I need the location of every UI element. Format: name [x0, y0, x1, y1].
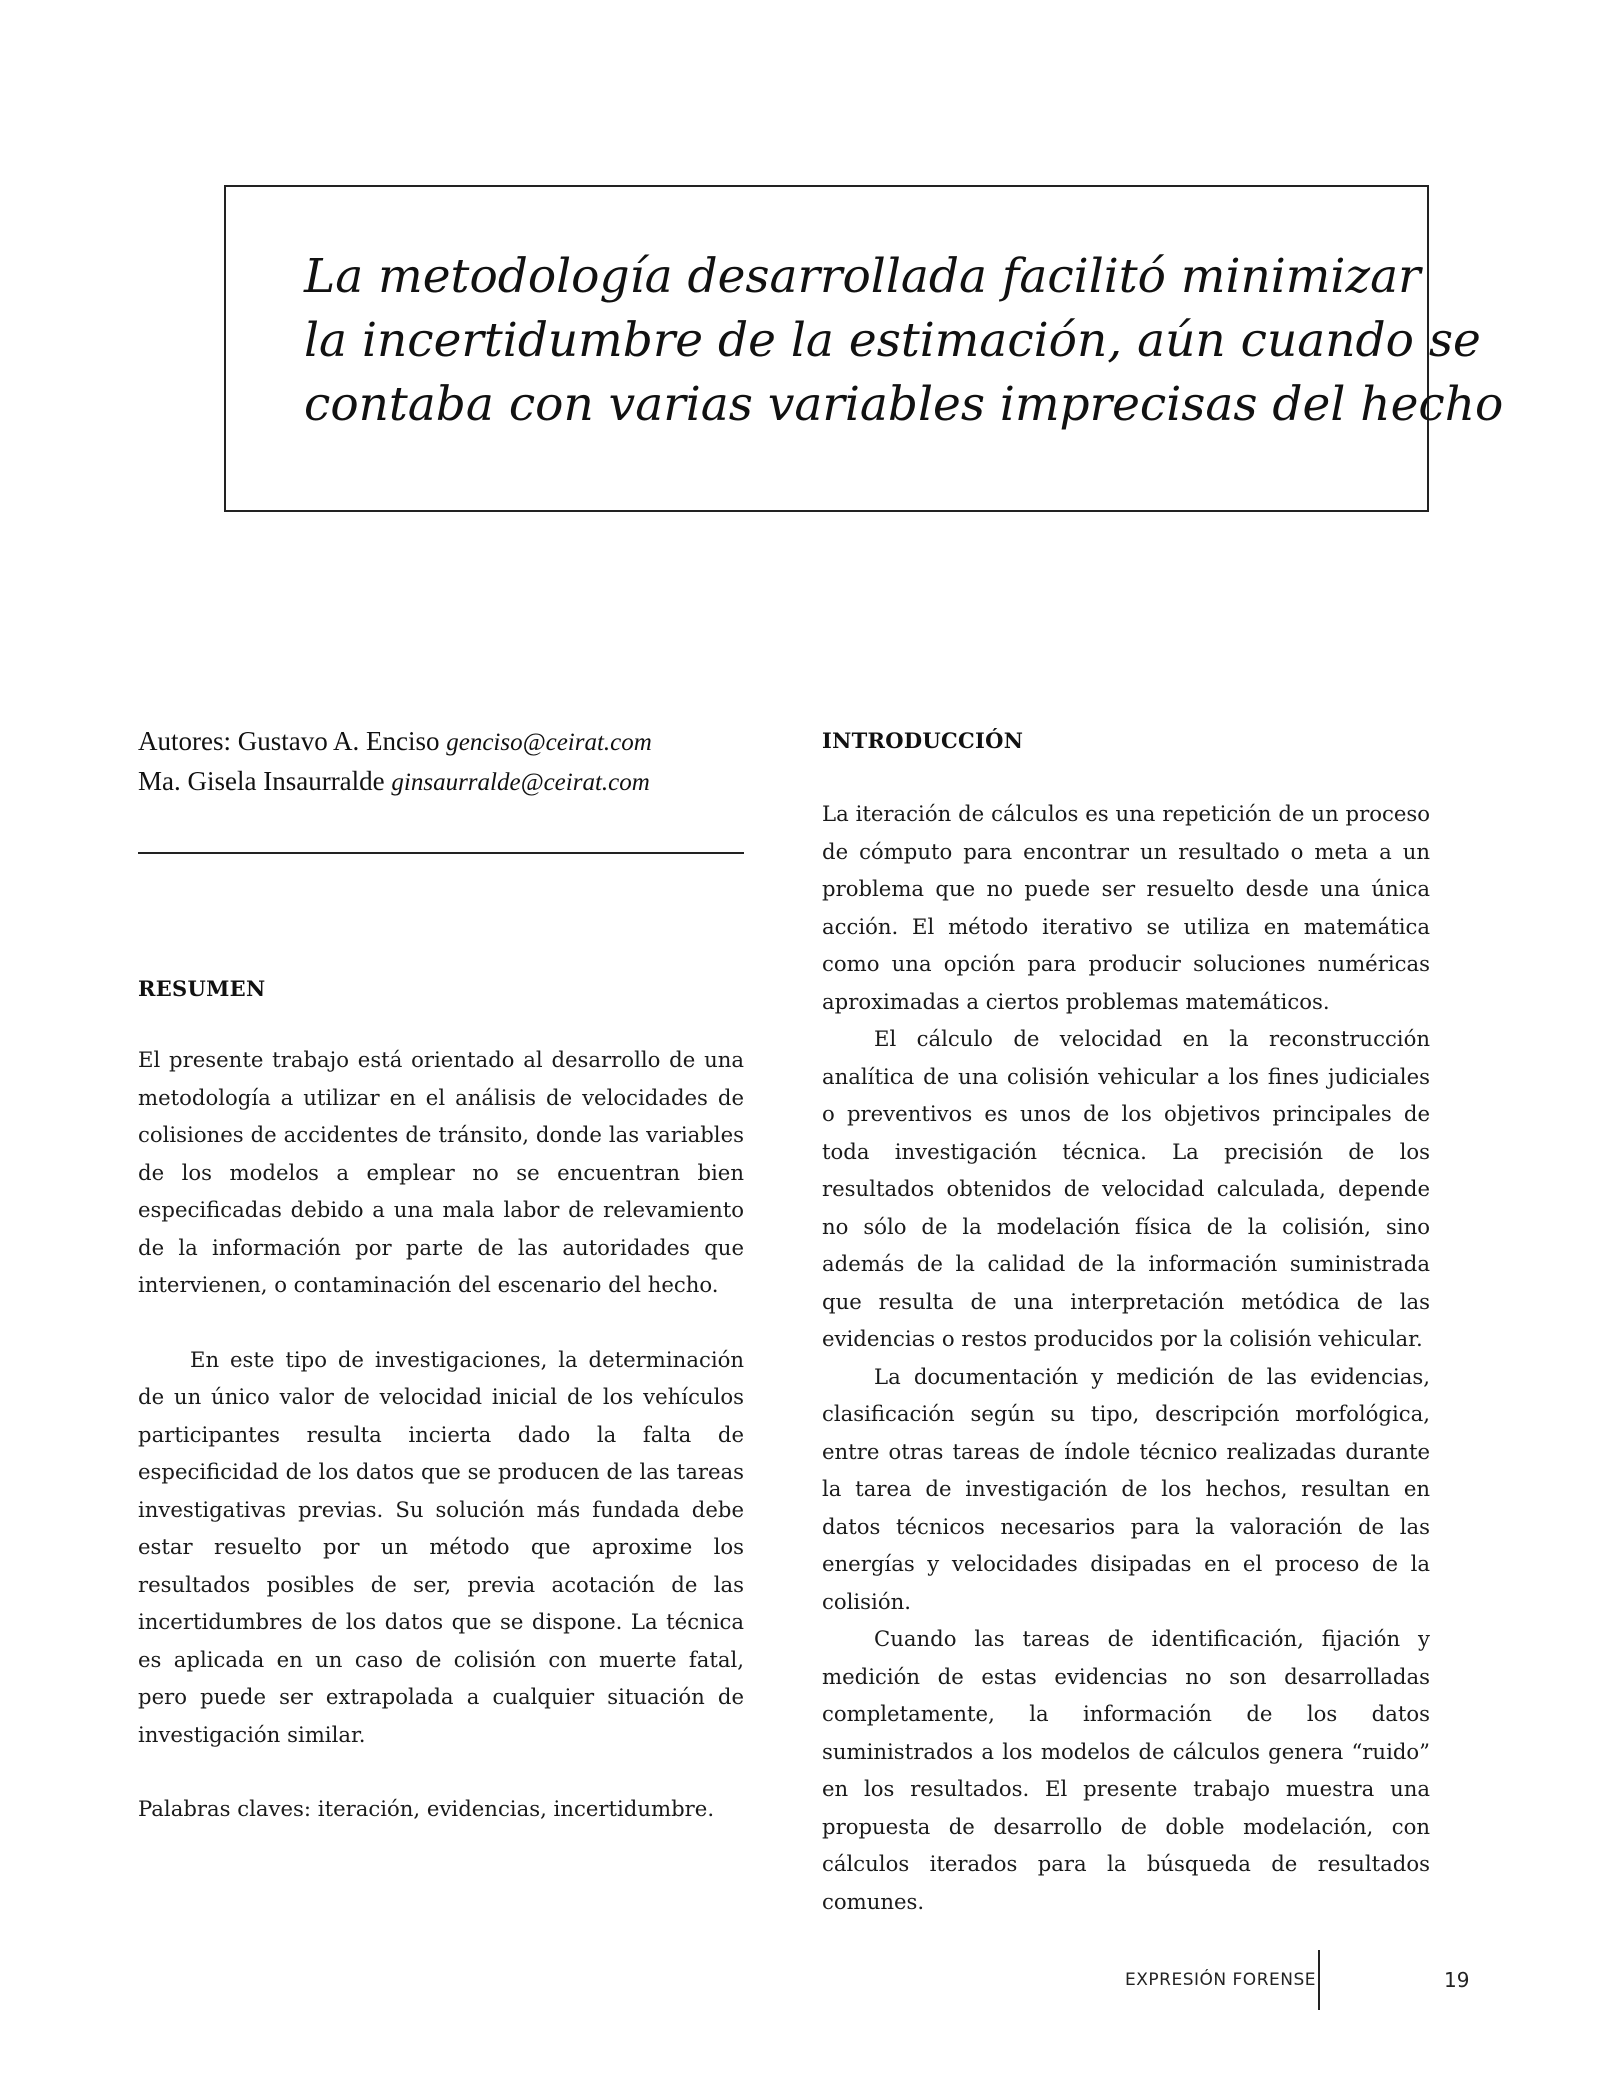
author-email[interactable]: ginsaurralde@ceirat.com: [391, 769, 650, 796]
author-name: Gustavo A. Enciso: [237, 726, 440, 756]
left-column: [138, 722, 744, 1828]
right-column: [822, 722, 1430, 1920]
page-number: 19: [1444, 1968, 1470, 1992]
section-heading-introduccion: INTRODUCCIÓN: [822, 728, 1024, 753]
author-email[interactable]: genciso@ceirat.com: [446, 729, 652, 756]
intro-paragraph: El cálculo de velocidad en la reconstrucción analítica de una colisión vehicular a los fines judiciales o preventivos es unos de los objetivos principales de toda investigación técnica. La precisión de los resultados obtenidos de velocidad calculada, depende no sólo de la modelación física de la colisión, sino además de la calidad de la información suministrada que resulta de una interpretación metódica de las evidencias o restos producidos por la colisión vehicular.: [822, 1026, 1430, 1351]
pull-quote-line: la incertidumbre de la estimación, aún cuando se: [304, 313, 1481, 368]
authors-label: Autores:: [138, 726, 238, 756]
resumen-paragraph: En este tipo de investigaciones, la determinación de un único valor de velocidad inicial de los vehículos participantes resulta incierta dado la falta de especificidad de los datos que se producen de las tareas investigativas previas. Su solución más fundada debe estar resuelto por un método que aproxime los resultados posibles de ser, previa acotación de las incertidumbres de los datos que se dispone. La técnica es aplicada en un caso de colisión con muerte fatal, pero puede ser extrapolada a cualquier situación de investigación similar.: [138, 1346, 744, 1747]
journal-name: EXPRESIÓN FORENSE: [1125, 1970, 1316, 1990]
keywords: Palabras claves: iteración, evidencias, incertidumbre.: [138, 1796, 715, 1821]
page-footer: [0, 1950, 1600, 2010]
authors-block: [138, 722, 744, 802]
pull-quote-text: [304, 245, 1504, 437]
intro-paragraph: La documentación y medición de las evidencias, clasificación según su tipo, descripción morfológica, entre otras tareas de índole técnico realizadas durante la tarea de investigación de los hechos, resultan en datos técnicos necesarios para la valoración de las energías y velocidades disipadas en el proceso de la colisión.: [822, 1363, 1430, 1614]
intro-paragraph: La iteración de cálculos es una repetición de un proceso de cómputo para encontrar un resultado o meta a un problema que no puede ser resuelto desde una única acción. El método iterativo se utiliza en matemática como una opción para producir soluciones numéricas aproximadas a ciertos problemas matemáticos.: [822, 801, 1430, 1014]
footer-divider: [1318, 1950, 1320, 2010]
intro-paragraph: Cuando las tareas de identificación, fijación y medición de estas evidencias no son desarrolladas completamente, la información de los datos suministrados a los modelos de cálculos genera “ruido” en los resultados. El presente trabajo muestra una propuesta de desarrollo de doble modelación, con cálculos iterados para la búsqueda de resultados comunes.: [822, 1626, 1430, 1914]
author-line: [138, 762, 744, 802]
pull-quote-box: [224, 185, 1504, 512]
resumen-paragraph: El presente trabajo está orientado al desarrollo de una metodología a utilizar en el análisis de velocidades de colisiones de accidentes de tránsito, donde las variables de los modelos a emplear no se encuentran bien especificadas debido a una mala labor de relevamiento de la información por parte de las autoridades que intervienen, o contaminación del escenario del hecho.: [138, 1047, 744, 1297]
author-name: Ma. Gisela Insaurralde: [138, 766, 385, 796]
pull-quote-line: contaba con varias variables imprecisas del hecho: [304, 377, 1504, 432]
divider-rule: [138, 852, 744, 854]
pull-quote-line: La metodología desarrollada facilitó minimizar: [304, 249, 1421, 304]
author-line: [138, 722, 744, 762]
section-heading-resumen: RESUMEN: [138, 976, 266, 1001]
